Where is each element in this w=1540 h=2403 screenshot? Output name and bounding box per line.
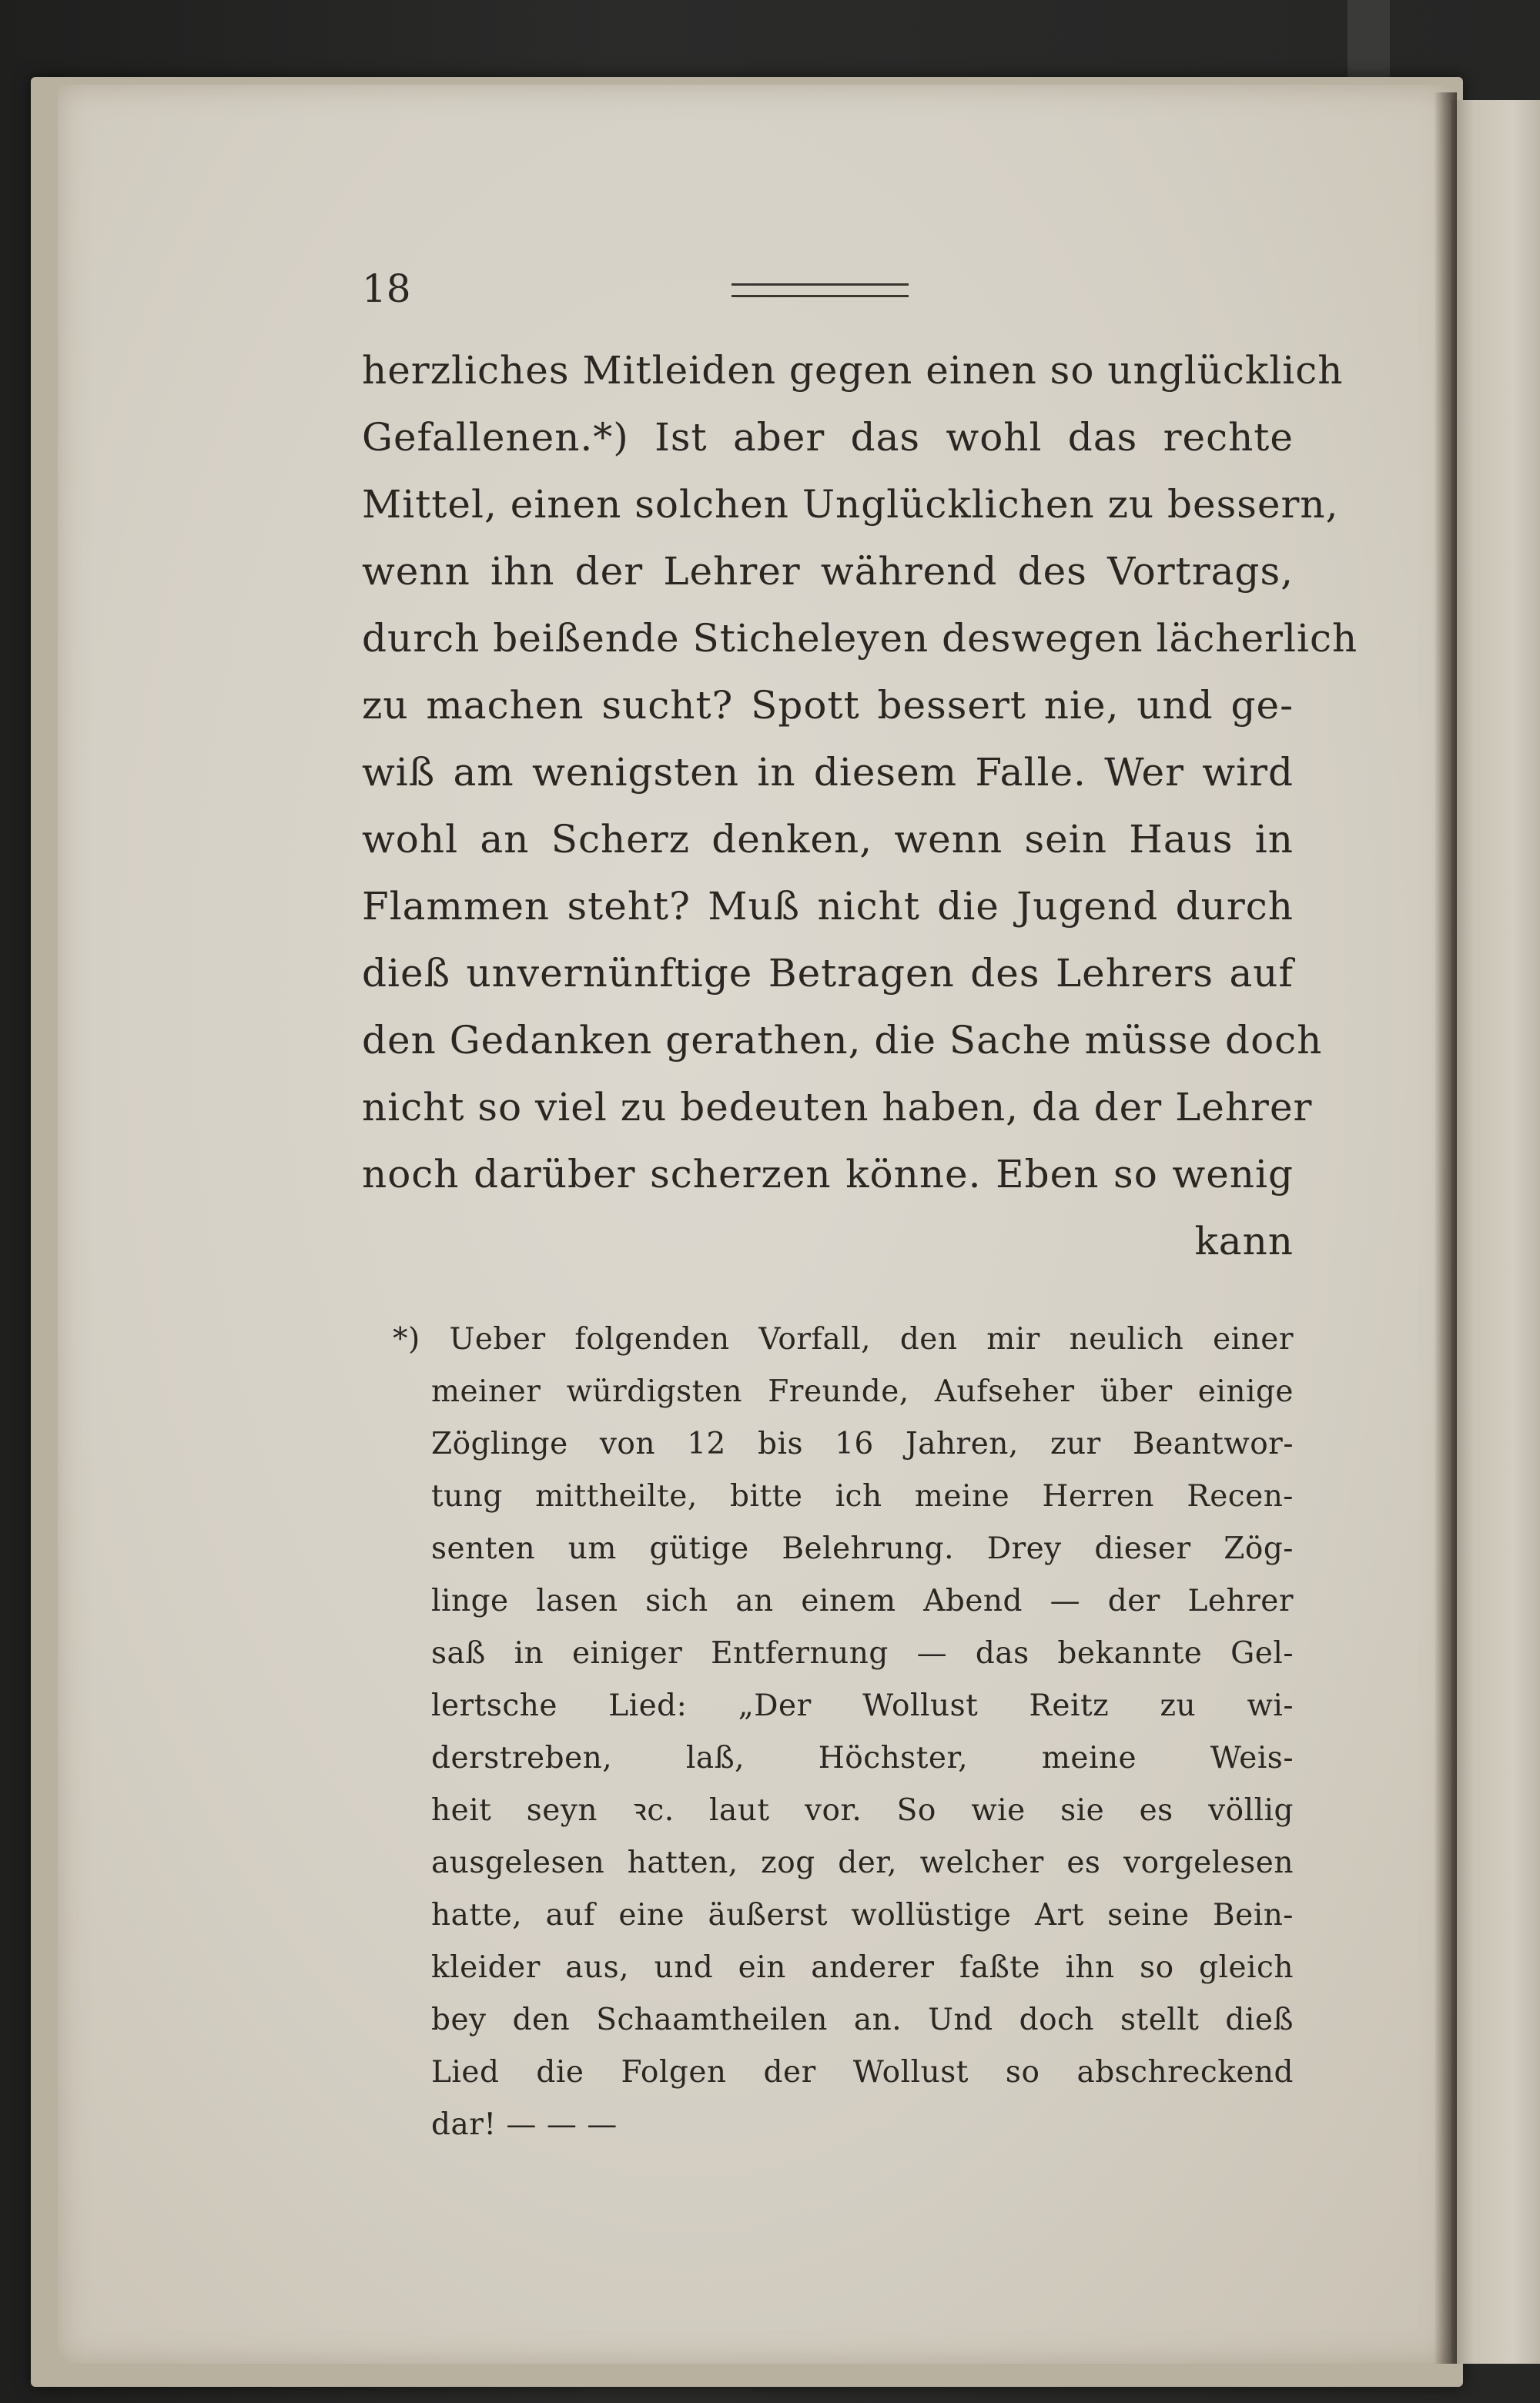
footnote-line: heit seyn ꝛc. laut vor. So wie sie es völlig bbox=[431, 1793, 1294, 1828]
text-line: wenn ihn der Lehrer während des Vortrags, bbox=[362, 549, 1294, 594]
catchword: kann bbox=[1194, 1219, 1294, 1263]
header-double-rule bbox=[732, 283, 909, 297]
footnote-line: derstreben, laß, Höchster, meine Weis- bbox=[431, 1741, 1294, 1775]
page-number: 18 bbox=[362, 266, 411, 311]
footnote-line: Lied die Folgen der Wollust so abschreckend bbox=[431, 2055, 1294, 2090]
text-line: den Gedanken gerathen, die Sache müsse doch bbox=[362, 1018, 1323, 1063]
footnote-line: linge lasen sich an einem Abend — der Lehrer bbox=[431, 1584, 1294, 1618]
text-line: Mittel, einen solchen Unglücklichen zu bessern, bbox=[362, 482, 1339, 527]
bookmark-ribbon bbox=[1348, 0, 1390, 77]
page-text-block bbox=[362, 262, 1358, 2151]
text-line: zu machen sucht? Spott bessert nie, und ge- bbox=[362, 683, 1294, 728]
text-line: herzliches Mitleiden gegen einen so unglücklich bbox=[362, 348, 1344, 393]
text-line: Flammen steht? Muß nicht die Jugend durch bbox=[362, 884, 1294, 929]
footnote-line: hatte, auf eine äußerst wollüstige Art seine Bein- bbox=[431, 1898, 1294, 1933]
footnote-line: senten um gütige Belehrung. Drey dieser Zög- bbox=[431, 1531, 1294, 1566]
text-line: Gefallenen.*) Ist aber das wohl das rechte bbox=[362, 415, 1294, 460]
footnote-line: tung mittheilte, bitte ich meine Herren Recen- bbox=[431, 1479, 1294, 1514]
main-text bbox=[362, 337, 1358, 1275]
text-line: nicht so viel zu bedeuten haben, da der Lehrer bbox=[362, 1085, 1313, 1130]
footnote-line: lertsche Lied: „Der Wollust Reitz zu wi- bbox=[431, 1688, 1294, 1723]
footnote-line: meiner würdigsten Freunde, Aufseher über einige bbox=[431, 1374, 1294, 1409]
text-line: durch beißende Sticheleyen deswegen lächerlich bbox=[362, 616, 1358, 661]
footnote-line: ausgelesen hatten, zog der, welcher es vorgelesen bbox=[431, 1846, 1294, 1880]
footnote-line: *) Ueber folgenden Vorfall, den mir neulich einer bbox=[393, 1322, 1294, 1357]
facing-page-edge bbox=[1451, 100, 1540, 2364]
text-line: dieß unvernünftige Betragen des Lehrers auf bbox=[362, 951, 1294, 996]
footnote-line: saß in einiger Entfernung — das bekannte Gel- bbox=[431, 1636, 1294, 1671]
footnote-line: dar! — — — bbox=[431, 2107, 618, 2142]
text-line: wiß am wenigsten in diesem Falle. Wer wird bbox=[362, 750, 1294, 795]
footnote-line: bey den Schaamtheilen an. Und doch stellt dieß bbox=[431, 2003, 1294, 2037]
page-header bbox=[362, 262, 1294, 323]
page-gutter-shadow bbox=[1434, 92, 1457, 2364]
footnote bbox=[362, 1314, 1294, 2151]
footnote-line: kleider aus, und ein anderer faßte ihn so gleich bbox=[431, 1950, 1294, 1985]
text-line: wohl an Scherz denken, wenn sein Haus in bbox=[362, 817, 1294, 862]
text-line: noch darüber scherzen könne. Eben so wenig bbox=[362, 1152, 1294, 1196]
footnote-line: Zöglinge von 12 bis 16 Jahren, zur Beantwor- bbox=[431, 1427, 1294, 1461]
